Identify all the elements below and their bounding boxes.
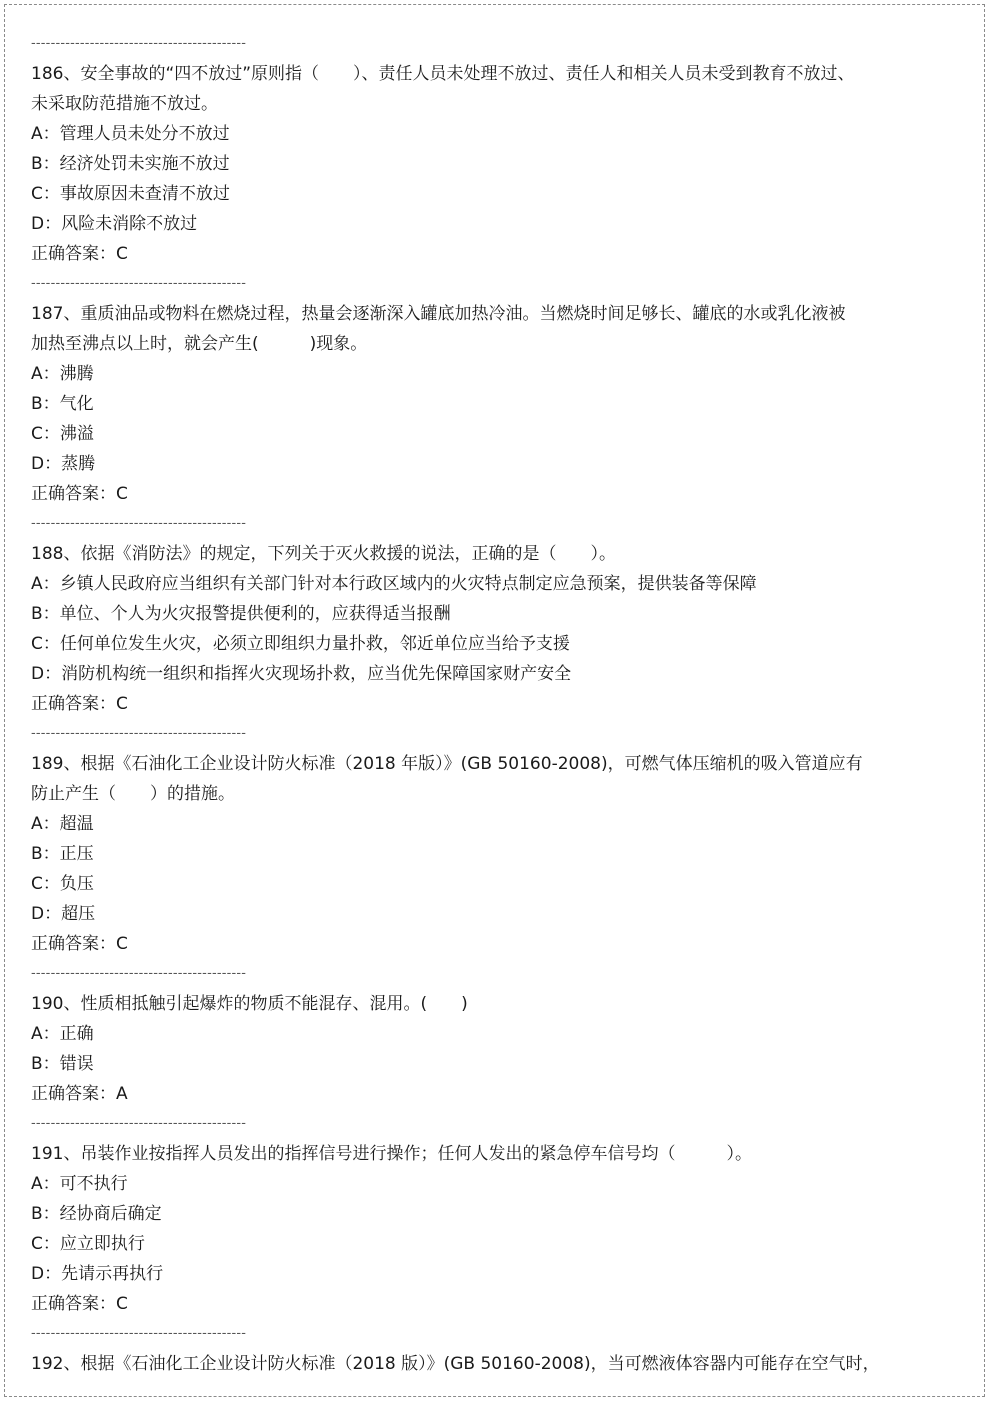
answer-option: D：风险未消除不放过 (31, 214, 198, 234)
answer-option: A：乡镇人民政府应当组织有关部门针对本行政区域内的火灾特点制定应急预案，提供装备等保障 (31, 574, 757, 594)
answer-option: A：沸腾 (31, 364, 94, 384)
correct-answer: 正确答案：C (31, 1294, 128, 1314)
answer-option: B：经济处罚未实施不放过 (31, 154, 230, 174)
answer-option: D：消防机构统一组织和指挥火灾现场扑救，应当优先保障国家财产安全 (31, 664, 572, 684)
section-divider: -------------------------------------------- (31, 516, 247, 531)
answer-option: B：错误 (31, 1054, 94, 1074)
answer-option: B：气化 (31, 394, 94, 414)
answer-option: A：超温 (31, 814, 94, 834)
question-stem: 187、重质油品或物料在燃烧过程，热量会逐渐深入罐底加热冷油。当燃烧时间足够长、罐底的水或乳化液被 (31, 304, 846, 324)
answer-option: D：超压 (31, 904, 96, 924)
answer-option: A：可不执行 (31, 1174, 128, 1194)
correct-answer: 正确答案：C (31, 934, 128, 954)
correct-answer: 正确答案：A (31, 1084, 128, 1104)
section-divider: -------------------------------------------- (31, 726, 247, 741)
section-divider: -------------------------------------------- (31, 966, 247, 981)
question-stem: 186、安全事故的“四不放过”原则指（ ）、责任人员未处理不放过、责任人和相关人员未受到教育不放过、 (31, 64, 855, 84)
section-divider: -------------------------------------------- (31, 1326, 247, 1341)
question-stem: 未采取防范措施不放过。 (31, 94, 218, 114)
question-stem: 防止产生（ ）的措施。 (31, 784, 235, 804)
question-stem: 192、根据《石油化工企业设计防火标准（2018 版）》(GB 50160-2008)，当可燃液体容器内可能存在空气时， (31, 1354, 880, 1374)
correct-answer: 正确答案：C (31, 484, 128, 504)
answer-option: C：沸溢 (31, 424, 94, 444)
section-divider: -------------------------------------------- (31, 276, 247, 291)
question-stem: 188、依据《消防法》的规定，下列关于灭火救援的说法，正确的是（ ）。 (31, 544, 616, 564)
question-stem: 189、根据《石油化工企业设计防火标准（2018 年版）》(GB 50160-2008)，可燃气体压缩机的吸入管道应有 (31, 754, 863, 774)
answer-option: B：单位、个人为火灾报警提供便利的，应获得适当报酬 (31, 604, 451, 624)
section-divider: -------------------------------------------- (31, 36, 247, 51)
answer-option: A：管理人员未处分不放过 (31, 124, 230, 144)
answer-option: B：正压 (31, 844, 94, 864)
document-page (4, 4, 985, 1397)
answer-option: C：事故原因未查清不放过 (31, 184, 230, 204)
answer-option: D：蒸腾 (31, 454, 96, 474)
correct-answer: 正确答案：C (31, 244, 128, 264)
question-list (31, 29, 931, 1379)
answer-option: C：应立即执行 (31, 1234, 145, 1254)
question-stem: 加热至沸点以上时，就会产生( )现象。 (31, 334, 368, 354)
answer-option: B：经协商后确定 (31, 1204, 162, 1224)
answer-option: A：正确 (31, 1024, 94, 1044)
correct-answer: 正确答案：C (31, 694, 128, 714)
answer-option: C：负压 (31, 874, 94, 894)
section-divider: -------------------------------------------- (31, 1116, 247, 1131)
answer-option: D：先请示再执行 (31, 1264, 164, 1284)
question-stem: 190、性质相抵触引起爆炸的物质不能混存、混用。( ) (31, 994, 468, 1014)
question-stem: 191、吊装作业按指挥人员发出的指挥信号进行操作；任何人发出的紧急停车信号均（ ）。 (31, 1144, 752, 1164)
answer-option: C：任何单位发生火灾，必须立即组织力量扑救，邻近单位应当给予支援 (31, 634, 570, 654)
